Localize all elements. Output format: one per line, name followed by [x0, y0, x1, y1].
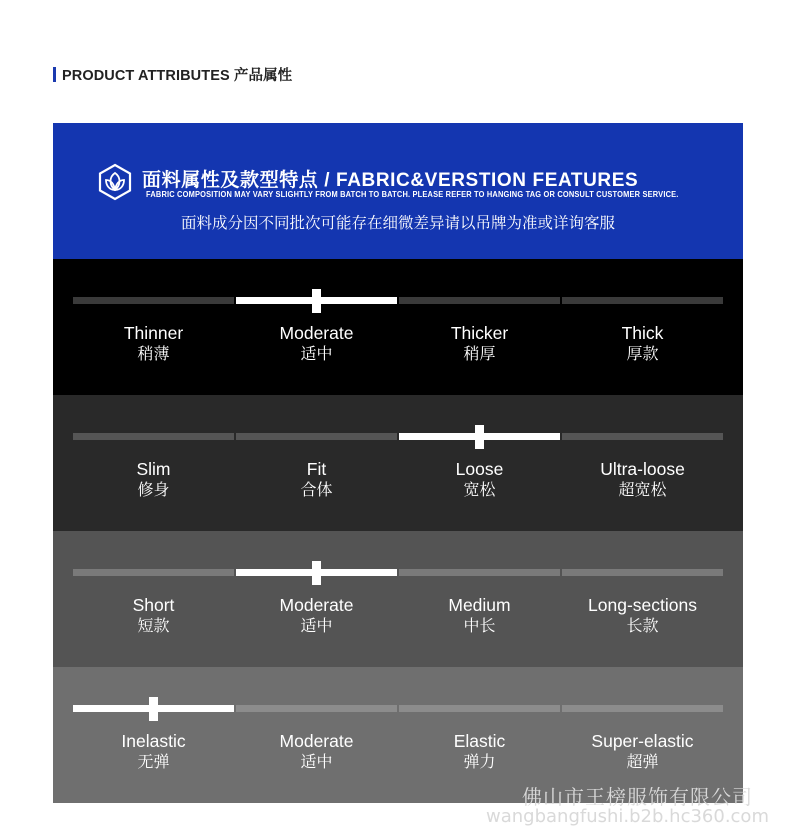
scale-marker: [149, 697, 158, 721]
option-label-zh: 修身: [137, 482, 170, 499]
option-label-en: Slim: [136, 459, 171, 479]
option-label-zh: 适中: [300, 754, 333, 771]
scale-marker: [312, 561, 321, 585]
option-label-zh: 合体: [300, 482, 333, 499]
leaf-hexagon-icon: [97, 163, 133, 201]
option-label-zh: 短款: [137, 618, 170, 635]
scale-segment: [399, 297, 560, 304]
option-label-en: Super-elastic: [591, 731, 694, 751]
option-label-zh: 厚款: [626, 346, 659, 363]
option-label-en: Long-sections: [588, 595, 697, 615]
watermark-company: 佛山市王榜服饰有限公司: [522, 787, 753, 809]
option-label: [235, 730, 398, 774]
option-label: [561, 322, 724, 366]
option-label-zh: 中长: [463, 618, 496, 635]
scale-segment: [399, 569, 560, 576]
option-label-zh: 超宽松: [618, 482, 667, 499]
attribute-row-length: [53, 531, 743, 667]
attribute-row-fit: [53, 395, 743, 531]
option-label-zh: 无弹: [137, 754, 170, 771]
banner-title: 面料属性及款型特点 / FABRIC&VERSTION FEATURES: [142, 170, 639, 191]
option-label-en: Inelastic: [121, 731, 186, 751]
option-label-en: Moderate: [279, 595, 354, 615]
scale-marker: [475, 425, 484, 449]
scale-segment: [562, 433, 723, 440]
banner-note: 面料成分因不同批次可能存在细微差异请以吊牌为准或详询客服: [180, 215, 615, 232]
option-label: [72, 458, 235, 502]
option-label-en: Elastic: [453, 731, 506, 751]
scale-segment: [562, 297, 723, 304]
option-label: [72, 594, 235, 638]
option-label-en: Loose: [455, 459, 504, 479]
option-label: [72, 730, 235, 774]
option-label-en: Thick: [621, 323, 664, 343]
option-label: [398, 322, 561, 366]
banner: [53, 123, 743, 259]
option-label: [72, 322, 235, 366]
attributes-panel: [53, 123, 743, 801]
option-label-en: Thicker: [450, 323, 509, 343]
scale-segment: [236, 433, 397, 440]
option-label-zh: 适中: [300, 618, 333, 635]
option-label: [398, 594, 561, 638]
scale-marker: [312, 289, 321, 313]
option-label-en: Moderate: [279, 323, 354, 343]
option-label: [235, 322, 398, 366]
option-label-zh: 弹力: [463, 754, 496, 771]
option-label: [398, 458, 561, 502]
option-label-en: Thinner: [123, 323, 184, 343]
option-label-zh: 适中: [300, 346, 333, 363]
scale-segment: [399, 705, 560, 712]
option-label: [235, 458, 398, 502]
option-label-zh: 超弹: [626, 754, 659, 771]
attribute-row-elasticity: [53, 667, 743, 803]
scale-segment: [562, 569, 723, 576]
option-label-en: Fit: [306, 459, 327, 479]
option-label-en: Medium: [448, 595, 511, 615]
option-label-zh: 宽松: [463, 482, 496, 499]
heading-marker: [53, 67, 56, 82]
scale-segment: [73, 569, 234, 576]
scale-segment: [73, 297, 234, 304]
option-label: [235, 594, 398, 638]
option-label: [561, 730, 724, 774]
scale-segment: [562, 705, 723, 712]
option-label-en: Ultra-loose: [600, 459, 685, 479]
option-label: [561, 594, 724, 638]
attribute-row-thickness: [53, 259, 743, 395]
scale-segment: [73, 433, 234, 440]
option-label: [561, 458, 724, 502]
option-label-zh: 稍厚: [463, 346, 496, 363]
option-label-en: Short: [132, 595, 175, 615]
banner-subtitle: FABRIC COMPOSITION MAY VARY SLIGHTLY FROM BATCH TO BATCH. PLEASE REFER TO HANGING TAG OR CONSULT CUSTOMER SERVICE.: [146, 190, 679, 199]
option-label: [398, 730, 561, 774]
scale-segment: [236, 705, 397, 712]
option-label-zh: 稍薄: [137, 346, 170, 363]
section-heading: [53, 64, 292, 84]
section-title: PRODUCT ATTRIBUTES 产品属性: [62, 67, 293, 84]
watermark-url: wangbangfushi.b2b.hc360.com: [486, 806, 769, 827]
option-label-en: Moderate: [279, 731, 354, 751]
option-label-zh: 长款: [626, 618, 659, 635]
